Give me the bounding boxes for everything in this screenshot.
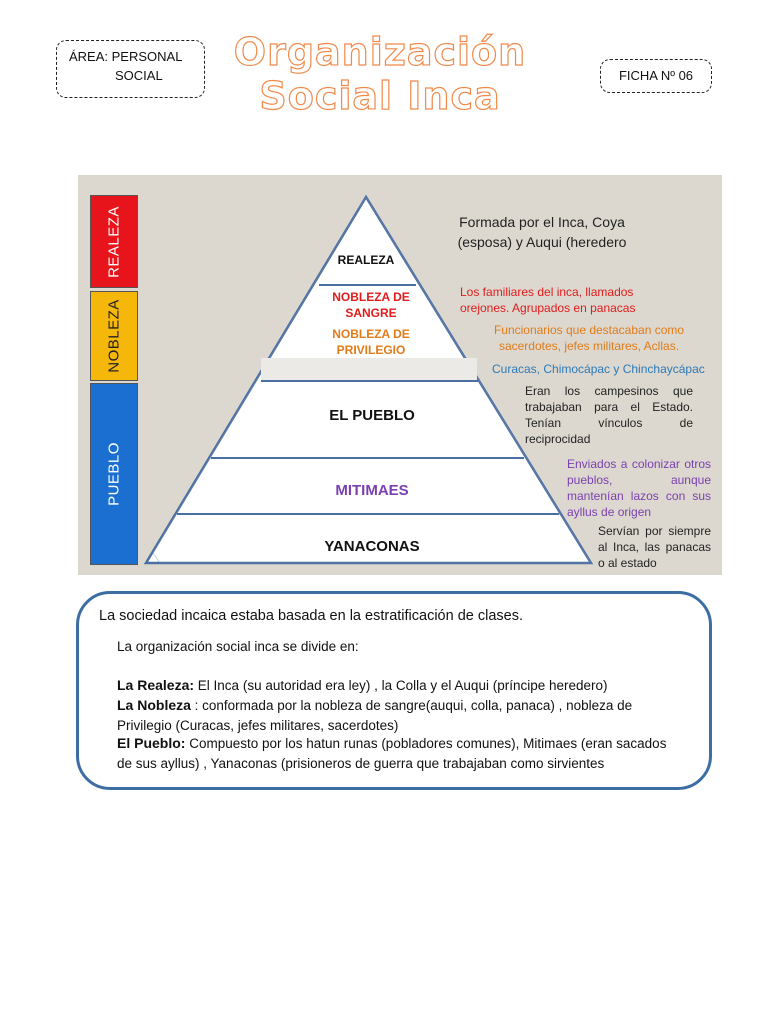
pueblo-side-bar: [90, 383, 138, 565]
pueblo-side-label: PUEBLO: [105, 442, 123, 506]
area-line-2: SOCIAL: [115, 68, 163, 83]
level-realeza: REALEZA: [337, 253, 395, 267]
realeza-side-bar: [90, 195, 138, 288]
level-yanaconas: YANACONAS: [324, 538, 420, 555]
level-mitimaes: MITIMAES: [335, 482, 409, 499]
definition-text: Compuesto por los hatun runas (pobladores comunes), Mitimaes (eran sacados de sus ayllus) , Yanaconas (prisioneros de guerra que trabajaban como sirvientes: [117, 736, 667, 771]
note-pueblo: Eran los campesinos que trabajaban para el Estado. Tenían vínculos de reciprocidad: [525, 384, 693, 446]
note-mitimaes: Enviados a colonizar otros pueblos, aunque mantenían lazos con sus ayllus de origen: [567, 457, 711, 519]
summary-box: [76, 591, 712, 790]
page-title: [200, 30, 560, 118]
realeza-side-label: REALEZA: [105, 205, 123, 278]
ficha-number: FICHA Nº 06: [618, 68, 694, 83]
note-curacas: Curacas, Chimocápac y Chinchaycápac: [492, 362, 705, 376]
ficha-label-box: [600, 59, 712, 93]
pyramid-figure: [78, 175, 722, 575]
definition-term: El Pueblo:: [117, 735, 186, 751]
note-realeza: Formada por el Inca, Coya (esposa) y Auqui (heredero: [457, 214, 627, 250]
title-line-1: Organización: [233, 30, 527, 74]
level-pueblo: EL PUEBLO: [329, 407, 415, 424]
definition-pueblo: [117, 734, 677, 773]
area-label-box: [56, 40, 205, 98]
area-line-1: ÁREA: PERSONAL: [69, 49, 183, 64]
definition-text: El Inca (su autoridad era ley) , la Colla y el Auqui (príncipe heredero): [194, 678, 608, 693]
nobleza-side-bar: [90, 291, 138, 381]
definition-nobleza: [117, 696, 677, 735]
definition-term: La Realeza:: [117, 677, 195, 693]
summary-intro: La sociedad incaica estaba basada en la estratificación de clases.: [99, 608, 523, 624]
definition-text: : conformada por la nobleza de sangre(auqui, colla, panaca) , nobleza de Privilegio (Curacas, jefes militares, sacerdotes): [117, 698, 633, 733]
title-line-2: Social Inca: [259, 74, 501, 118]
summary-subtitle: La organización social inca se divide en:: [117, 639, 359, 654]
level-nobleza-privilegio: NOBLEZA DE PRIVILEGIO: [332, 327, 410, 357]
note-yanaconas: Servían por siempre al Inca, las panacas o al estado: [598, 524, 711, 570]
note-nobleza-privilegio: Funcionarios que destacaban como sacerdotes, jefes militares, Acllas.: [493, 323, 685, 353]
definition-realeza: [117, 676, 677, 696]
nobleza-side-label: NOBLEZA: [105, 299, 123, 373]
level-nobleza-sangre: NOBLEZA DE SANGRE: [332, 290, 410, 320]
note-nobleza-sangre: Los familiares del inca, llamados orejones. Agrupados en panacas: [460, 285, 636, 315]
definition-term: La Nobleza: [117, 697, 191, 713]
